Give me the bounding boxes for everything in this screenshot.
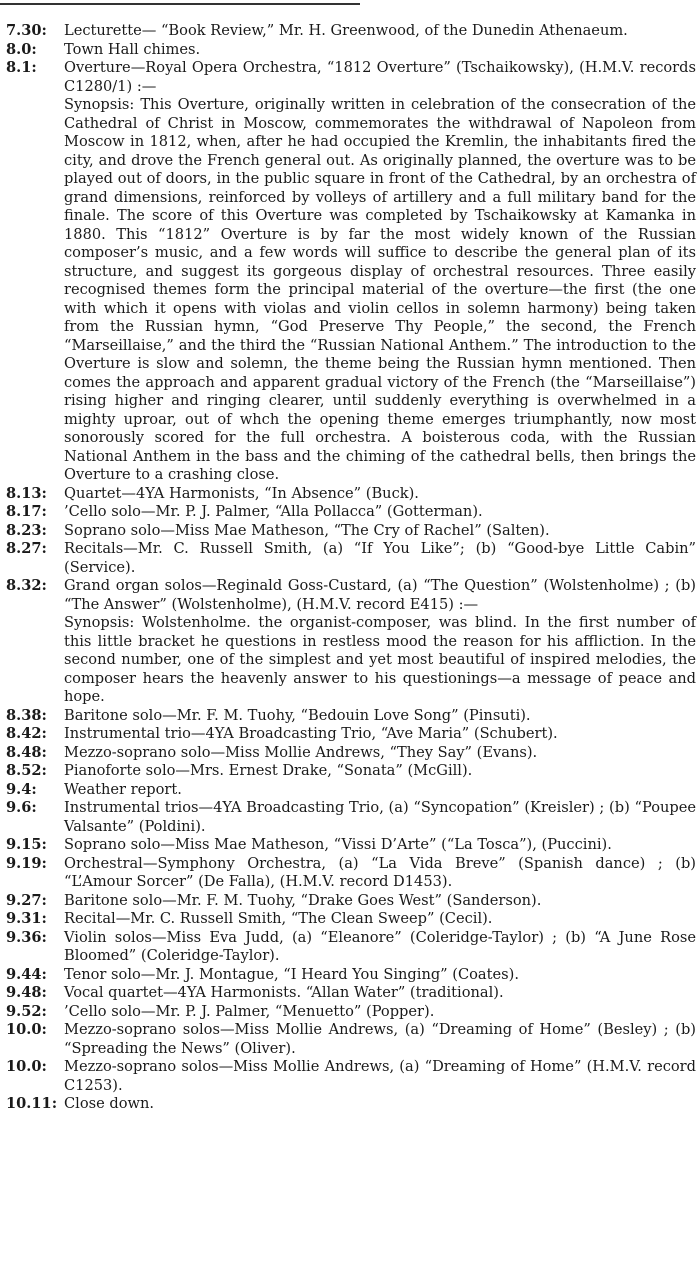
entry-8-52 bbox=[6, 762, 696, 781]
entry-time: 10.11: bbox=[6, 1095, 58, 1112]
entry-time: 10.0: bbox=[6, 1058, 47, 1075]
entry-text: Recital—Mr. C. Russell Smith, “The Clean Sweep” (Cecil). bbox=[64, 910, 493, 927]
entry-time: 9.48: bbox=[6, 984, 47, 1001]
entry-9-19 bbox=[6, 855, 696, 892]
entry-text: Baritone solo—Mr. F. M. Tuohy, “Bedouin Love Song” (Pinsuti). bbox=[64, 706, 531, 724]
entry-text: Recitals—Mr. C. Russell Smith, (a) “If You Like”; (b) “Good-bye Little Cabin” (Service). bbox=[64, 540, 696, 576]
entry-time: 8.1: bbox=[6, 59, 37, 76]
entry-7-30 bbox=[6, 22, 696, 41]
entry-text: Tenor solo—Mr. J. Montague, “I Heard You Singing” (Coates). bbox=[64, 965, 519, 983]
entry-text: Close down. bbox=[64, 1095, 155, 1112]
entry-text: Vocal quartet—4YA Harmonists. “Allan Water” (traditional). bbox=[64, 984, 504, 1001]
entry-text: Orchestral—Symphony Orchestra, (a) “La Vida Breve” (Spanish dance) ; (b) “L’Amour Sorcer” (De Falla), (H.M.V. record D1453). bbox=[64, 854, 696, 890]
entry-time: 9.6: bbox=[6, 799, 37, 816]
entry-9-52 bbox=[6, 1003, 696, 1022]
entry-9-27 bbox=[6, 892, 696, 911]
programme-listing bbox=[6, 22, 696, 1114]
entry-8-27 bbox=[6, 540, 696, 577]
entry-time: 8.13: bbox=[6, 484, 47, 502]
entry-text: Weather report. bbox=[64, 780, 182, 798]
entry-time: 9.27: bbox=[6, 891, 47, 909]
entry-8-38 bbox=[6, 707, 696, 726]
entry-time: 10.0: bbox=[6, 1021, 47, 1038]
entry-time: 9.44: bbox=[6, 965, 47, 983]
entry-time: 8.48: bbox=[6, 743, 47, 761]
entry-time: 8.42: bbox=[6, 725, 47, 742]
entry-text: Baritone solo—Mr. F. M. Tuohy, “Drake Goes West” (Sanderson). bbox=[64, 891, 542, 909]
entry-time: 9.31: bbox=[6, 910, 47, 927]
entry-time: 9.52: bbox=[6, 1002, 47, 1020]
entry-10-0-a bbox=[6, 1021, 696, 1058]
entry-8-42 bbox=[6, 725, 696, 744]
entry-text: Instrumental trios—4YA Broadcasting Trio, (a) “Syncopation” (Kreisler) ; (b) “Poupee Valsante” (Poldini). bbox=[64, 799, 696, 835]
entry-10-11 bbox=[6, 1095, 696, 1114]
entry-9-48 bbox=[6, 984, 696, 1003]
entry-text: ’Cello solo—Mr. P. J. Palmer, “Alla Pollacca” (Gotterman). bbox=[64, 503, 483, 520]
entry-8-17 bbox=[6, 503, 696, 522]
entry-text: Instrumental trio—4YA Broadcasting Trio, “Ave Maria” (Schubert). bbox=[64, 725, 558, 742]
entry-text: Soprano solo—Miss Mae Matheson, “The Cry of Rachel” (Salten). bbox=[64, 521, 550, 539]
entry-text: Quartet—4YA Harmonists, “In Absence” (Buck). bbox=[64, 484, 419, 502]
entry-time: 9.4: bbox=[6, 780, 37, 798]
entry-time: 9.15: bbox=[6, 836, 47, 853]
entry-text: Pianoforte solo—Mrs. Ernest Drake, “Sonata” (McGill). bbox=[64, 762, 473, 779]
entry-8-48 bbox=[6, 744, 696, 763]
entry-text: Overture—Royal Opera Orchestra, “1812 Overture” (Tschaikowsky), (H.M.V. records C1280/1) :— bbox=[64, 59, 696, 95]
entry-9-44 bbox=[6, 966, 696, 985]
entry-9-36 bbox=[6, 929, 696, 966]
top-rule bbox=[0, 3, 360, 5]
synopsis-organ: Synopsis: Wolstenholme. the organist-composer, was blind. In the first number of this little bracket he questions in restless mood the reason for his affliction. In the second number, one of the simplest and yet most beautiful of inspired melodies, the composer hears the heavenly answer to his questionings—a message of peace and hope. bbox=[64, 614, 696, 705]
entry-time: 8.27: bbox=[6, 540, 47, 557]
entry-time: 7.30: bbox=[6, 22, 47, 39]
entry-time: 9.19: bbox=[6, 854, 47, 872]
synopsis-overture: Synopsis: This Overture, originally written in celebration of the consecration of the Cathedral of Christ in Moscow, commemorates the withdrawal of Napoleon from Moscow in 1812, when, after he had occupied the Kremlin, the inhabitants fired the city, and drove the French general out. As originally planned, the overture was to be played out of doors, in the public square in front of the Cathedral, by an orchestra of grand dimensions, reinforced by volleys of artillery and a full military band for the finale. The score of this Overture was completed by Tschaikowsky at Kamanka in 1880. This “1812” Overture is by far the most widely known of the Russian composer’s music, and a few words will suffice to describe the general plan of its structure, and suggest its gorgeous display of orchestral resources. Three easily recognised themes form the principal material of the overture—the first (the one with which it opens with violas and violin cellos in solemn harmony) being taken from the Russian hymn, “God Preserve Thy People,” the second, the French “Marseillaise,” and the third the “Russian National Anthem.” The introduction to the Overture is slow and solemn, the theme being the Russian hymn mentioned. Then comes the approach and apparent gradual victory of the French (the “Marseillaise”) rising higher and ringing clearer, until suddenly everything is overwhelmed in a mighty uproar, out of whch the opening theme emerges triumphantly, now most sonorously scored for the full orchestra. A boisterous coda, with the Russian National Anthem in the bass and the chiming of the cathedral bells, then brings the Overture to a crashing close. bbox=[64, 96, 696, 483]
entry-8-1 bbox=[6, 59, 696, 96]
entry-time: 8.52: bbox=[6, 762, 47, 779]
entry-time: 9.36: bbox=[6, 928, 47, 946]
entry-8-13 bbox=[6, 485, 696, 504]
entry-text: Violin solos—Miss Eva Judd, (a) “Eleanore” (Coleridge-Taylor) ; (b) “A June Rose Bloomed” (Coleridge-Taylor). bbox=[64, 928, 696, 964]
entry-9-15 bbox=[6, 836, 696, 855]
entry-8-32 bbox=[6, 577, 696, 614]
entry-time: 8.38: bbox=[6, 706, 47, 724]
entry-9-6 bbox=[6, 799, 696, 836]
entry-text: Mezzo-soprano solos—Miss Mollie Andrews, (a) “Dreaming of Home” (Besley) ; (b) “Spreading the News” (Oliver). bbox=[64, 1021, 696, 1057]
entry-time: 8.0: bbox=[6, 40, 37, 58]
entry-text: Mezzo-soprano solo—Miss Mollie Andrews, “They Say” (Evans). bbox=[64, 743, 538, 761]
entry-text: Town Hall chimes. bbox=[64, 40, 201, 58]
entry-time: 8.32: bbox=[6, 577, 47, 594]
entry-8-23 bbox=[6, 522, 696, 541]
entry-text: ’Cello solo—Mr. P. J. Palmer, “Menuetto” (Popper). bbox=[64, 1002, 435, 1020]
entry-8-0 bbox=[6, 41, 696, 60]
entry-time: 8.17: bbox=[6, 503, 47, 520]
entry-text: Mezzo-soprano solos—Miss Mollie Andrews, (a) “Dreaming of Home” (H.M.V. record C1253). bbox=[64, 1058, 696, 1094]
entry-9-31 bbox=[6, 910, 696, 929]
entry-text: Lecturette— “Book Review,” Mr. H. Greenwood, of the Dunedin Athenaeum. bbox=[64, 22, 628, 39]
entry-10-0-b bbox=[6, 1058, 696, 1095]
entry-time: 8.23: bbox=[6, 521, 47, 539]
entry-text: Grand organ solos—Reginald Goss-Custard, (a) “The Question” (Wolstenholme) ; (b) “The Answer” (Wolstenholme), (H.M.V. record E415) :— bbox=[64, 577, 696, 613]
entry-text: Soprano solo—Miss Mae Matheson, “Vissi D’Arte” (“La Tosca”), (Puccini). bbox=[64, 836, 612, 853]
entry-9-4 bbox=[6, 781, 696, 800]
